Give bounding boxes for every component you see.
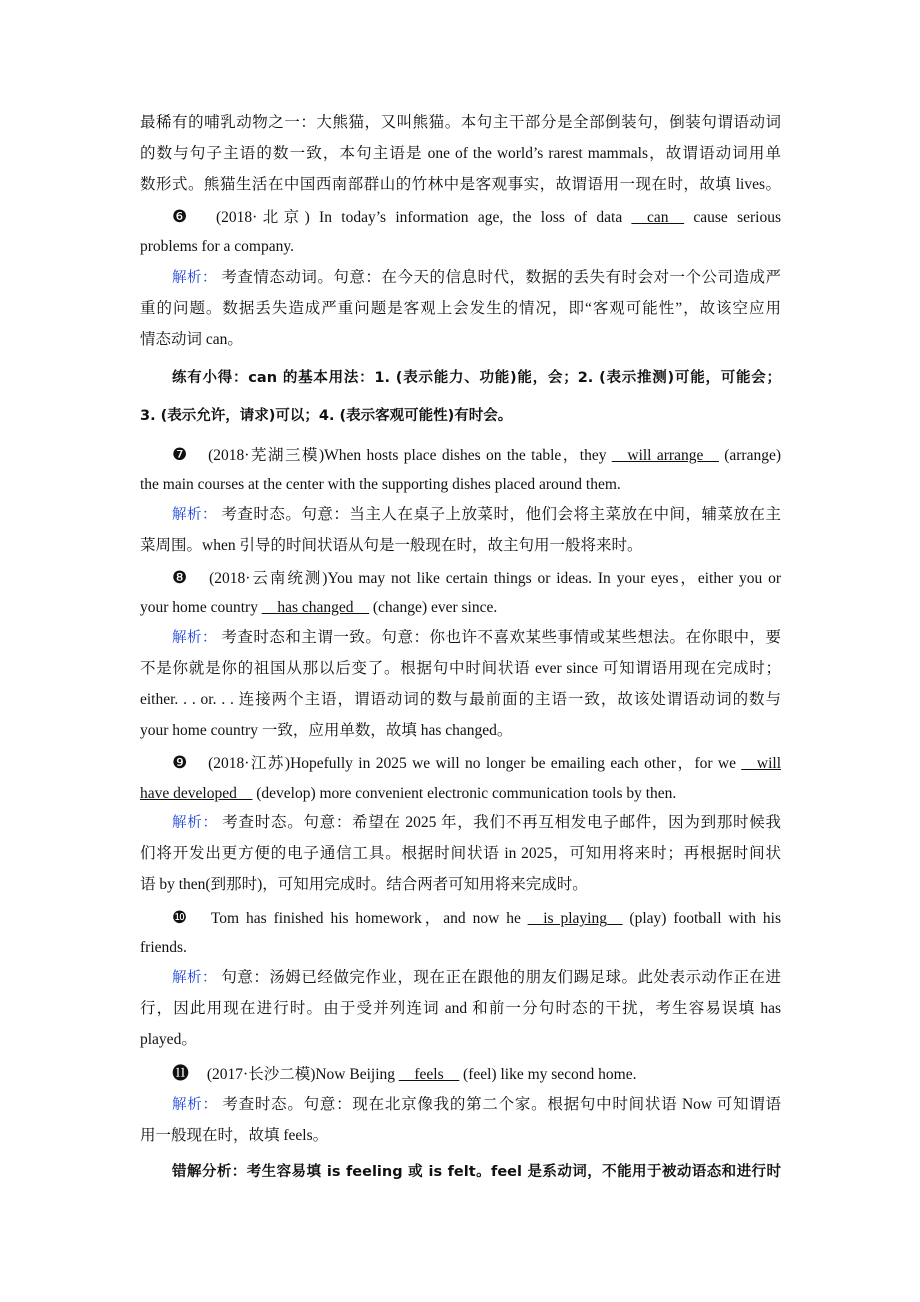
text-segment: (2018·芜湖三模)When hosts place dishes on the table，they [208, 447, 612, 464]
text-segment: 们将开发出更方便的电子通信工具。根据时间状语 in 2025，可知用将来时；再根据时间状 [140, 845, 781, 862]
text-segment: (play) football with his [629, 910, 781, 927]
text-line [140, 689, 781, 711]
text-segment: your home country [140, 599, 262, 616]
text-line [172, 444, 781, 466]
text-line [140, 112, 781, 134]
text-segment: 考查时态。句意：现在北京像我的第二个家。根据句中时间状语 Now 可知谓语 [222, 1096, 782, 1113]
answer-blank: have developed__ [140, 785, 253, 802]
text-line [172, 267, 781, 289]
text-line [172, 967, 781, 989]
text-segment: 行，因此用现在进行时。由于受并列连词 and 和前一分句时态的干扰，考生容易误填 has [140, 1000, 781, 1017]
text-segment: (2018·云南统测)You may not like certain things or ideas. In your eyes，either you or [209, 570, 781, 587]
text-segment: (arrange) [724, 447, 782, 464]
text-line [140, 174, 781, 196]
text-segment: problems for a company. [140, 238, 294, 255]
text-line [140, 236, 781, 258]
text-line [172, 367, 781, 389]
text-line [140, 1125, 781, 1147]
text-segment: 练有小得：can 的基本用法：1. (表示能力、功能)能，会；2. (表示推测)可能，可能会； [172, 370, 781, 386]
text-segment: 最稀有的哺乳动物之一：大熊猫，又叫熊猫。本句主干部分是全部倒装句，倒装句谓语动词 [140, 114, 781, 131]
text-segment: played。 [140, 1031, 197, 1048]
text-line [140, 298, 781, 320]
question-number-icon: ❿ [172, 908, 191, 928]
text-segment: 不是你就是你的祖国从那以后变了。根据句中时间状语 ever since 可知谓语用现在完成时； [140, 660, 781, 677]
text-segment: 语 by then(到那时)，可知用完成时。结合两者可知用将来完成时。 [140, 876, 588, 893]
text-segment: 的数与句子主语的数一致，本句主语是 one of the world’s rarest mammals，故谓语动词用单 [140, 145, 781, 162]
analysis-label: 解析： [172, 970, 218, 986]
text-segment: the main courses at the center with the supporting dishes placed around them. [140, 476, 621, 493]
analysis-label: 解析： [172, 507, 218, 523]
text-line [172, 812, 781, 834]
text-line [140, 329, 781, 351]
text-segment: (2018·江苏)Hopefully in 2025 we will no longer be emailing each other，for we [208, 755, 742, 772]
text-segment: 句意：汤姆已经做完作业，现在正在跟他的朋友们踢足球。此处表示动作正在进 [221, 969, 782, 986]
text-line [140, 405, 781, 427]
text-line [140, 720, 781, 742]
text-line [140, 1029, 781, 1051]
text-line [172, 1161, 781, 1183]
text-line [140, 535, 781, 557]
text-line [140, 874, 781, 896]
analysis-label: 解析： [172, 815, 218, 831]
text-segment: friends. [140, 939, 187, 956]
text-segment: 用一般现在时，故填 feels。 [140, 1127, 329, 1144]
text-segment: cause serious [693, 209, 781, 226]
answer-blank: __will arrange__ [611, 447, 719, 464]
text-segment: 考查时态和主谓一致。句意：你也许不喜欢某些事情或某些想法。在你眼中，要 [221, 629, 782, 646]
analysis-label: 解析： [172, 630, 218, 646]
text-segment: 错解分析：考生容易填 is feeling 或 is felt。feel 是系动词，不能用于被动语态和进行时 [172, 1164, 781, 1180]
analysis-label: 解析： [172, 1097, 218, 1113]
text-line [172, 1063, 781, 1085]
text-line [140, 143, 781, 165]
text-line [172, 567, 781, 589]
text-segment: either. . . or. . . 连接两个主语，谓语动词的数与最前面的主语一致，故该处谓语动词的数与 [140, 691, 781, 708]
text-line [140, 658, 781, 680]
text-line [140, 597, 781, 619]
answer-blank: __has changed__ [261, 599, 370, 616]
text-segment: (develop) more convenient electronic communication tools by then. [256, 785, 677, 802]
answer-blank: __can__ [631, 209, 685, 226]
text-segment: 数形式。熊猫生活在中国西南部群山的竹林中是客观事实，故谓语用一现在时，故填 lives。 [140, 176, 781, 193]
text-segment: 重的问题。数据丢失造成严重问题是客观上会发生的情况，即“客观可能性”，故该空应用 [140, 300, 781, 317]
answer-blank: __will [741, 755, 782, 772]
text-line [172, 907, 781, 929]
text-segment: (feel) like my second home. [463, 1066, 637, 1083]
text-segment: 考查时态。句意：当主人在桌子上放菜时，他们会将主菜放在中间，辅菜放在主 [221, 506, 782, 523]
text-segment: 情态动词 can。 [140, 331, 243, 348]
text-segment: your home country 一致，应用单数，故填 has changed。 [140, 722, 513, 739]
text-segment: (2018·北京) In today’s information age, the loss of data [215, 209, 632, 226]
text-line [172, 627, 781, 649]
text-line [172, 1094, 781, 1116]
text-segment: 考查情态动词。句意：在今天的信息时代，数据的丢失有时会对一个公司造成严 [221, 269, 782, 286]
answer-blank: __is playing__ [527, 910, 623, 927]
text-segment: 3. (表示允许，请求)可以；4. (表示客观可能性)有时会。 [140, 408, 513, 424]
text-line [140, 474, 781, 496]
analysis-label: 解析： [172, 270, 218, 286]
answer-blank: __feels__ [398, 1066, 460, 1083]
text-line [140, 783, 781, 805]
text-line [140, 843, 781, 865]
question-number-icon: ❻ [172, 207, 193, 227]
text-line [172, 206, 781, 228]
text-line [172, 752, 781, 774]
question-number-icon: ⓫ [172, 1064, 189, 1084]
question-number-icon: ❾ [172, 753, 189, 773]
text-line [172, 504, 781, 526]
text-segment: 考查时态。句意：希望在 2025 年，我们不再互相发电子邮件，因为到那时候我 [222, 814, 782, 831]
question-number-icon: ❽ [172, 568, 190, 588]
text-segment: (change) ever since. [372, 599, 498, 616]
text-segment: (2017·长沙二模)Now Beijing [206, 1066, 399, 1083]
text-segment: Tom has finished his homework，and now he [210, 910, 528, 927]
text-line [140, 998, 781, 1020]
question-number-icon: ❼ [172, 445, 189, 465]
text-segment: 菜周围。when 引导的时间状语从句是一般现在时，故主句用一般将来时。 [140, 537, 643, 554]
text-line [140, 937, 781, 959]
